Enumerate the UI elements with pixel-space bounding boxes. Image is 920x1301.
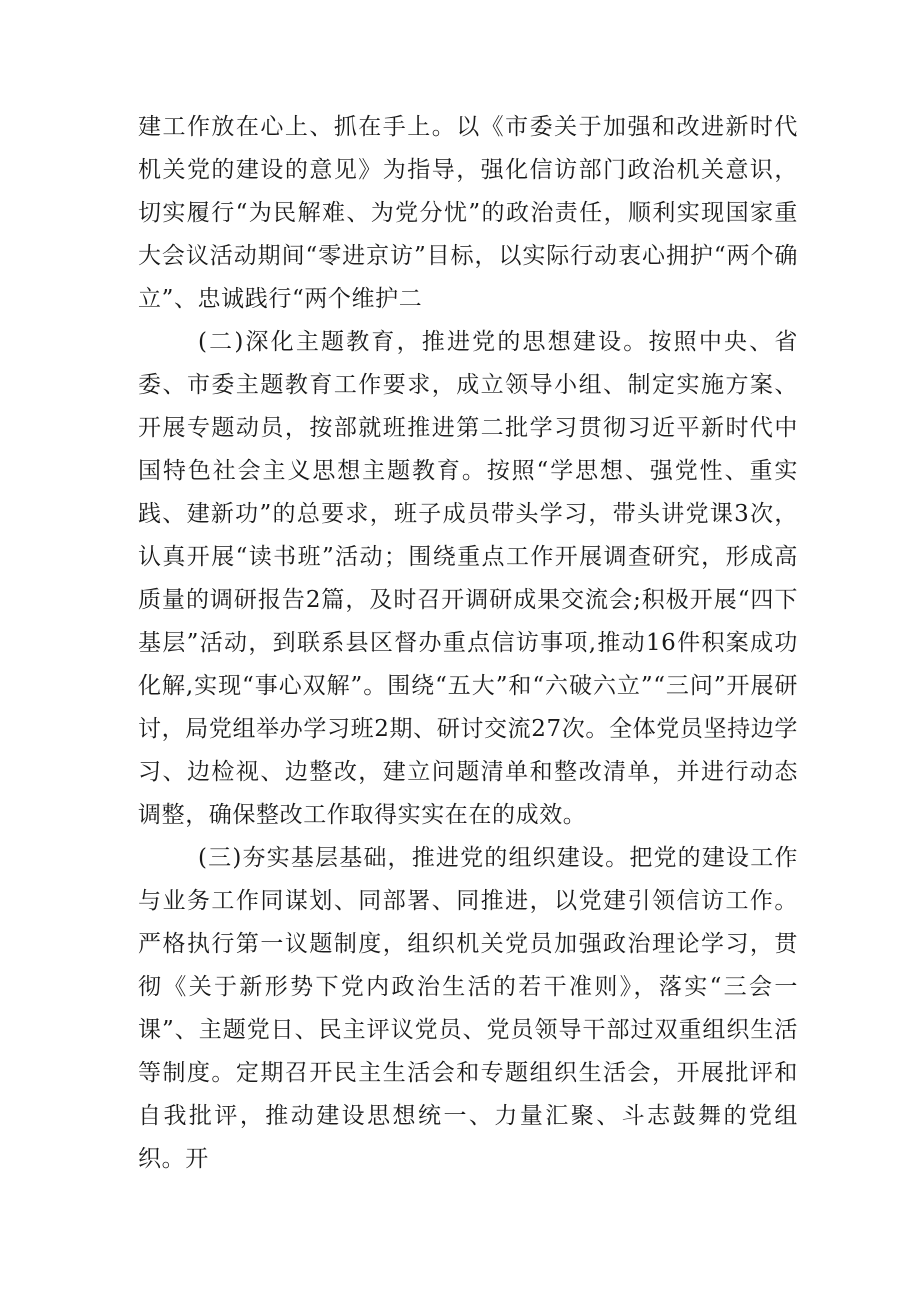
- paragraph-section-2: (二)深化主题教育，推进党的思想建设。按照中央、省委、市委主题教育工作要求，成立领导小组、制定实施方案、开展专题动员，按部就班推进第二批学习贯彻习近平新时代中国特色社会主义思想主题教育。按照“学思想、强党性、重实践、建新功”的总要求，班子成员带头学习，带头讲党课3次，认真开展“读书班”活动；围绕重点工作开展调查研究，形成高质量的调研报告2篇，及时召开调研成果交流会;积极开展“四下基层”活动，到联系县区督办重点信访事项,推动16件积案成功化解,实现“事心双解”。围绕“五大”和“六破六立”“三问”开展研讨，局党组举办学习班2期、研讨交流27次。全体党员坚持边学习、边检视、边整改，建立问题清单和整改清单，并进行动态调整，确保整改工作取得实实在在的成效。: [138, 329, 798, 828]
- paragraph-section-3: (三)夯实基层基础，推进党的组织建设。把党的建设工作与业务工作同谋划、同部署、同推进，以党建引领信访工作。严格执行第一议题制度，组织机关党员加强政治理论学习，贯彻《关于新形势下党内政治生活的若干准则》，落实“三会一课”、主题党日、民主评议党员、党员领导干部过双重组织生活等制度。定期召开民主生活会和专题组织生活会，开展批评和自我批评，推动建设思想统一、力量汇聚、斗志鼓舞的党组织。开: [138, 845, 798, 1172]
- paragraph-continuation: 建工作放在心上、抓在手上。以《市委关于加强和改进新时代机关党的建设的意见》为指导，强化信访部门政治机关意识，切实履行“为民解难、为党分忧”的政治责任，顺利实现国家重大会议活动期间“零进京访”目标，以实际行动衷心拥护“两个确立”、忠诚践行“两个维护二: [138, 114, 798, 312]
- document-body: [138, 106, 798, 1181]
